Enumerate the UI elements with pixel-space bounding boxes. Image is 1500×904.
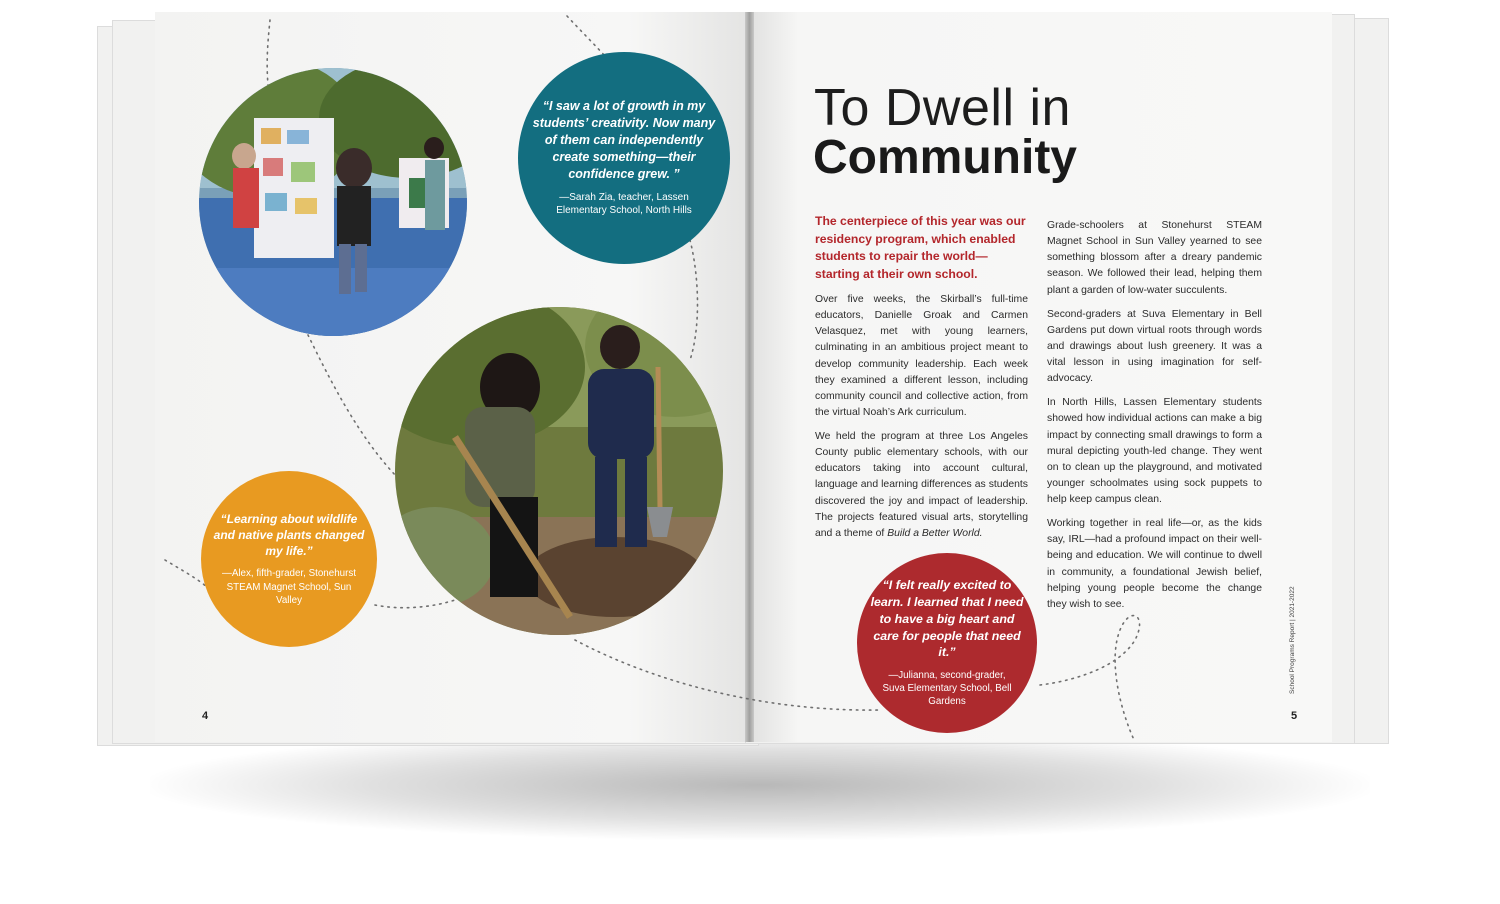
theme-title: Build a Better World. [887, 527, 983, 539]
report-running-footer: School Programs Report | 2021-2022 [1289, 586, 1296, 694]
teacher-quote-circle [518, 52, 730, 264]
body-paragraph: In North Hills, Lassen Elementary students showed how individual actions can make a big impact by connecting small drawings to form a mural depicting youth-led change. They went on to clean up the playground, and motivated younger schoolmates using sock puppets to help keep campus clean. [1047, 397, 1262, 505]
body-paragraph: Second-graders at Suva Elementary in Bell Gardens put down virtual roots through words and drawings about lush greenery. It was a vital lesson in using imagination for self-advocacy. [1047, 308, 1262, 385]
student-alex-quote-circle [201, 471, 377, 647]
body-column-2 [1047, 218, 1262, 621]
playground-mural-photo [199, 68, 467, 336]
body-paragraph [815, 429, 1028, 542]
student-julianna-quote-circle [857, 553, 1037, 733]
body-paragraph: Grade-schoolers at Stonehurst STEAM Magnet School in Sun Valley yearned to see something blossom after a dreary pandemic season. We followed their lead, helping them plant a garden of low-water succulents. [1047, 220, 1262, 296]
alex-quote-attribution: —Alex, fifth-grader, Stonehurst STEAM Magnet School, Sun Valley [222, 568, 356, 606]
page-title-line2: Community [813, 131, 1077, 184]
body-paragraph-text: We held the program at three Los Angeles County public elementary schools, with our educators taking into account cultural, language and learning differences as students discovered the joy and impact of leadership. The projects featured visual arts, storytelling and a theme of [815, 431, 1028, 539]
body-paragraph: Working together in real life—or, as the kids say, IRL—had a profound impact on their well-being and education. We will continue to dwell in community, a foundational Jewish belief, helping young people become the change they wish to see. [1047, 518, 1262, 610]
alex-quote-text: “Learning about wildlife and native plants changed my life.” [213, 511, 365, 559]
teacher-quote-attribution: —Sarah Zia, teacher, Lassen Elementary School, North Hills [556, 191, 692, 217]
body-paragraph: Over five weeks, the Skirball’s full-time educators, Danielle Groak and Carmen Velasquez, met with young learners, culminating in an ambitious project meant to develop community leadership. Each week they examined a different lesson, including community council and collective action, from the virtual Noah’s Ark curriculum. [815, 294, 1028, 418]
lead-paragraph: The centerpiece of this year was our residency program, which enabled students to repair the world—starting at their own school. [815, 214, 1026, 282]
page-number-right: 5 [1291, 710, 1298, 722]
teacher-quote-text: “I saw a lot of growth in my students’ creativity. Now many of them can independently create something—their confidence grew. ” [532, 99, 716, 181]
body-column-1 [815, 292, 1028, 550]
page-number-left: 4 [202, 710, 209, 722]
garden-planting-photo [395, 307, 723, 635]
julianna-quote-text: “I felt really excited to learn. I learned that I need to have a big heart and care for people that need it.” [870, 578, 1024, 660]
julianna-quote-attribution: —Julianna, second-grader, Suva Elementary School, Bell Gardens [882, 670, 1012, 708]
page-title-line1: To Dwell in [814, 79, 1071, 137]
